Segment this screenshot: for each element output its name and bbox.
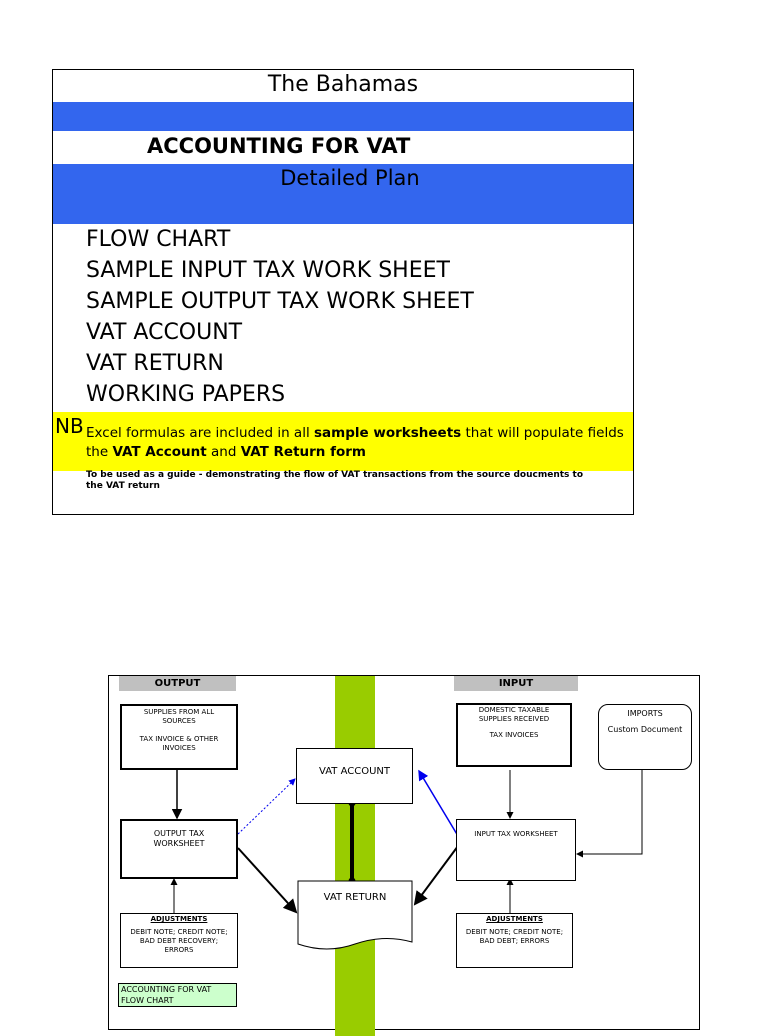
imports-subtitle: Custom Document (607, 725, 683, 734)
slide-title: The Bahamas (267, 72, 419, 97)
plan-item-vat-return: VAT RETURN (86, 351, 224, 376)
imports-title: IMPORTS (627, 709, 663, 718)
adjustments-text: BAD DEBT; ERRORS (479, 937, 550, 945)
vat-account-box: VAT ACCOUNT (296, 748, 413, 804)
supplies-text: SOURCES (162, 717, 196, 725)
output-header: OUTPUT (119, 676, 236, 691)
domestic-text: SUPPLIES RECEIVED (478, 715, 550, 723)
slide-heading: ACCOUNTING FOR VAT (147, 134, 411, 158)
note-text: the (86, 444, 113, 460)
supplies-text: INVOICES (162, 744, 196, 752)
vat-return-label: VAT RETURN (323, 892, 387, 903)
blue-band-top (53, 102, 633, 131)
slide-subtitle: Detailed Plan (280, 166, 420, 190)
arrow-input-to-return (415, 846, 458, 904)
adjustments-title: ADJUSTMENTS (486, 915, 543, 923)
supplies-text: TAX INVOICE & OTHER (139, 735, 219, 743)
supplies-text: SUPPLIES FROM ALL (143, 708, 215, 716)
plan-item-flow-chart: FLOW CHART (86, 227, 231, 252)
adjustments-text: DEBIT NOTE; CREDIT NOTE; (130, 928, 228, 936)
domestic-text: TAX INVOICES (489, 731, 539, 739)
adjustments-title: ADJUSTMENTS (150, 915, 208, 923)
imports-box (598, 704, 692, 770)
slide-panel (52, 69, 634, 515)
supplies-box (120, 704, 238, 770)
adjustments-text: ERRORS (164, 946, 194, 954)
plan-item-vat-account: VAT ACCOUNT (86, 320, 243, 345)
input-header: INPUT (454, 676, 578, 691)
plan-item-working-papers: WORKING PAPERS (86, 382, 286, 407)
input-tax-worksheet-box (456, 819, 576, 881)
legend-text: ACCOUNTING FOR VAT (121, 985, 212, 994)
arrow-imports-to-input-ws (577, 769, 642, 854)
legend-text: FLOW CHART (121, 996, 174, 1005)
adjustments-text: BAD DEBT RECOVERY; (139, 937, 219, 945)
output-tax-worksheet-box (120, 819, 238, 879)
output-ws-text: WORKSHEET (153, 839, 205, 848)
flow-chart-legend (118, 983, 237, 1007)
plan-item-output-tax-sheet: SAMPLE OUTPUT TAX WORK SHEET (86, 289, 474, 314)
arrow-output-to-account (238, 779, 295, 834)
arrow-output-to-return (238, 848, 296, 912)
note-text: Excel formulas are included in all (86, 425, 314, 441)
note-text: that will populate fields (461, 425, 624, 441)
note-bold-vat-account: VAT Account (112, 444, 207, 460)
adjustments-text: DEBIT NOTE; CREDIT NOTE; (465, 928, 564, 936)
vat-flow-chart (108, 675, 700, 1030)
note-bold-vat-return-form: VAT Return form (240, 444, 366, 460)
output-ws-text: OUTPUT TAX (153, 829, 205, 838)
domestic-text: DOMESTIC TAXABLE (478, 706, 550, 714)
note-text: and (206, 444, 241, 460)
domestic-supplies-box (456, 703, 572, 767)
input-ws-text: INPUT TAX WORKSHEET (474, 830, 558, 838)
nb-label: NB (55, 414, 84, 438)
plan-item-input-tax-sheet: SAMPLE INPUT TAX WORK SHEET (86, 258, 450, 283)
arrow-input-to-account (419, 771, 458, 836)
guide-note: To be used as a guide - demonstrating the flow of VAT transactions from the source doucments to the VAT return (86, 470, 584, 491)
note-bold-sample-worksheets: sample worksheets (314, 425, 462, 441)
input-adjustments-box (456, 913, 573, 968)
output-adjustments-box (120, 913, 238, 968)
formula-note (86, 424, 624, 462)
